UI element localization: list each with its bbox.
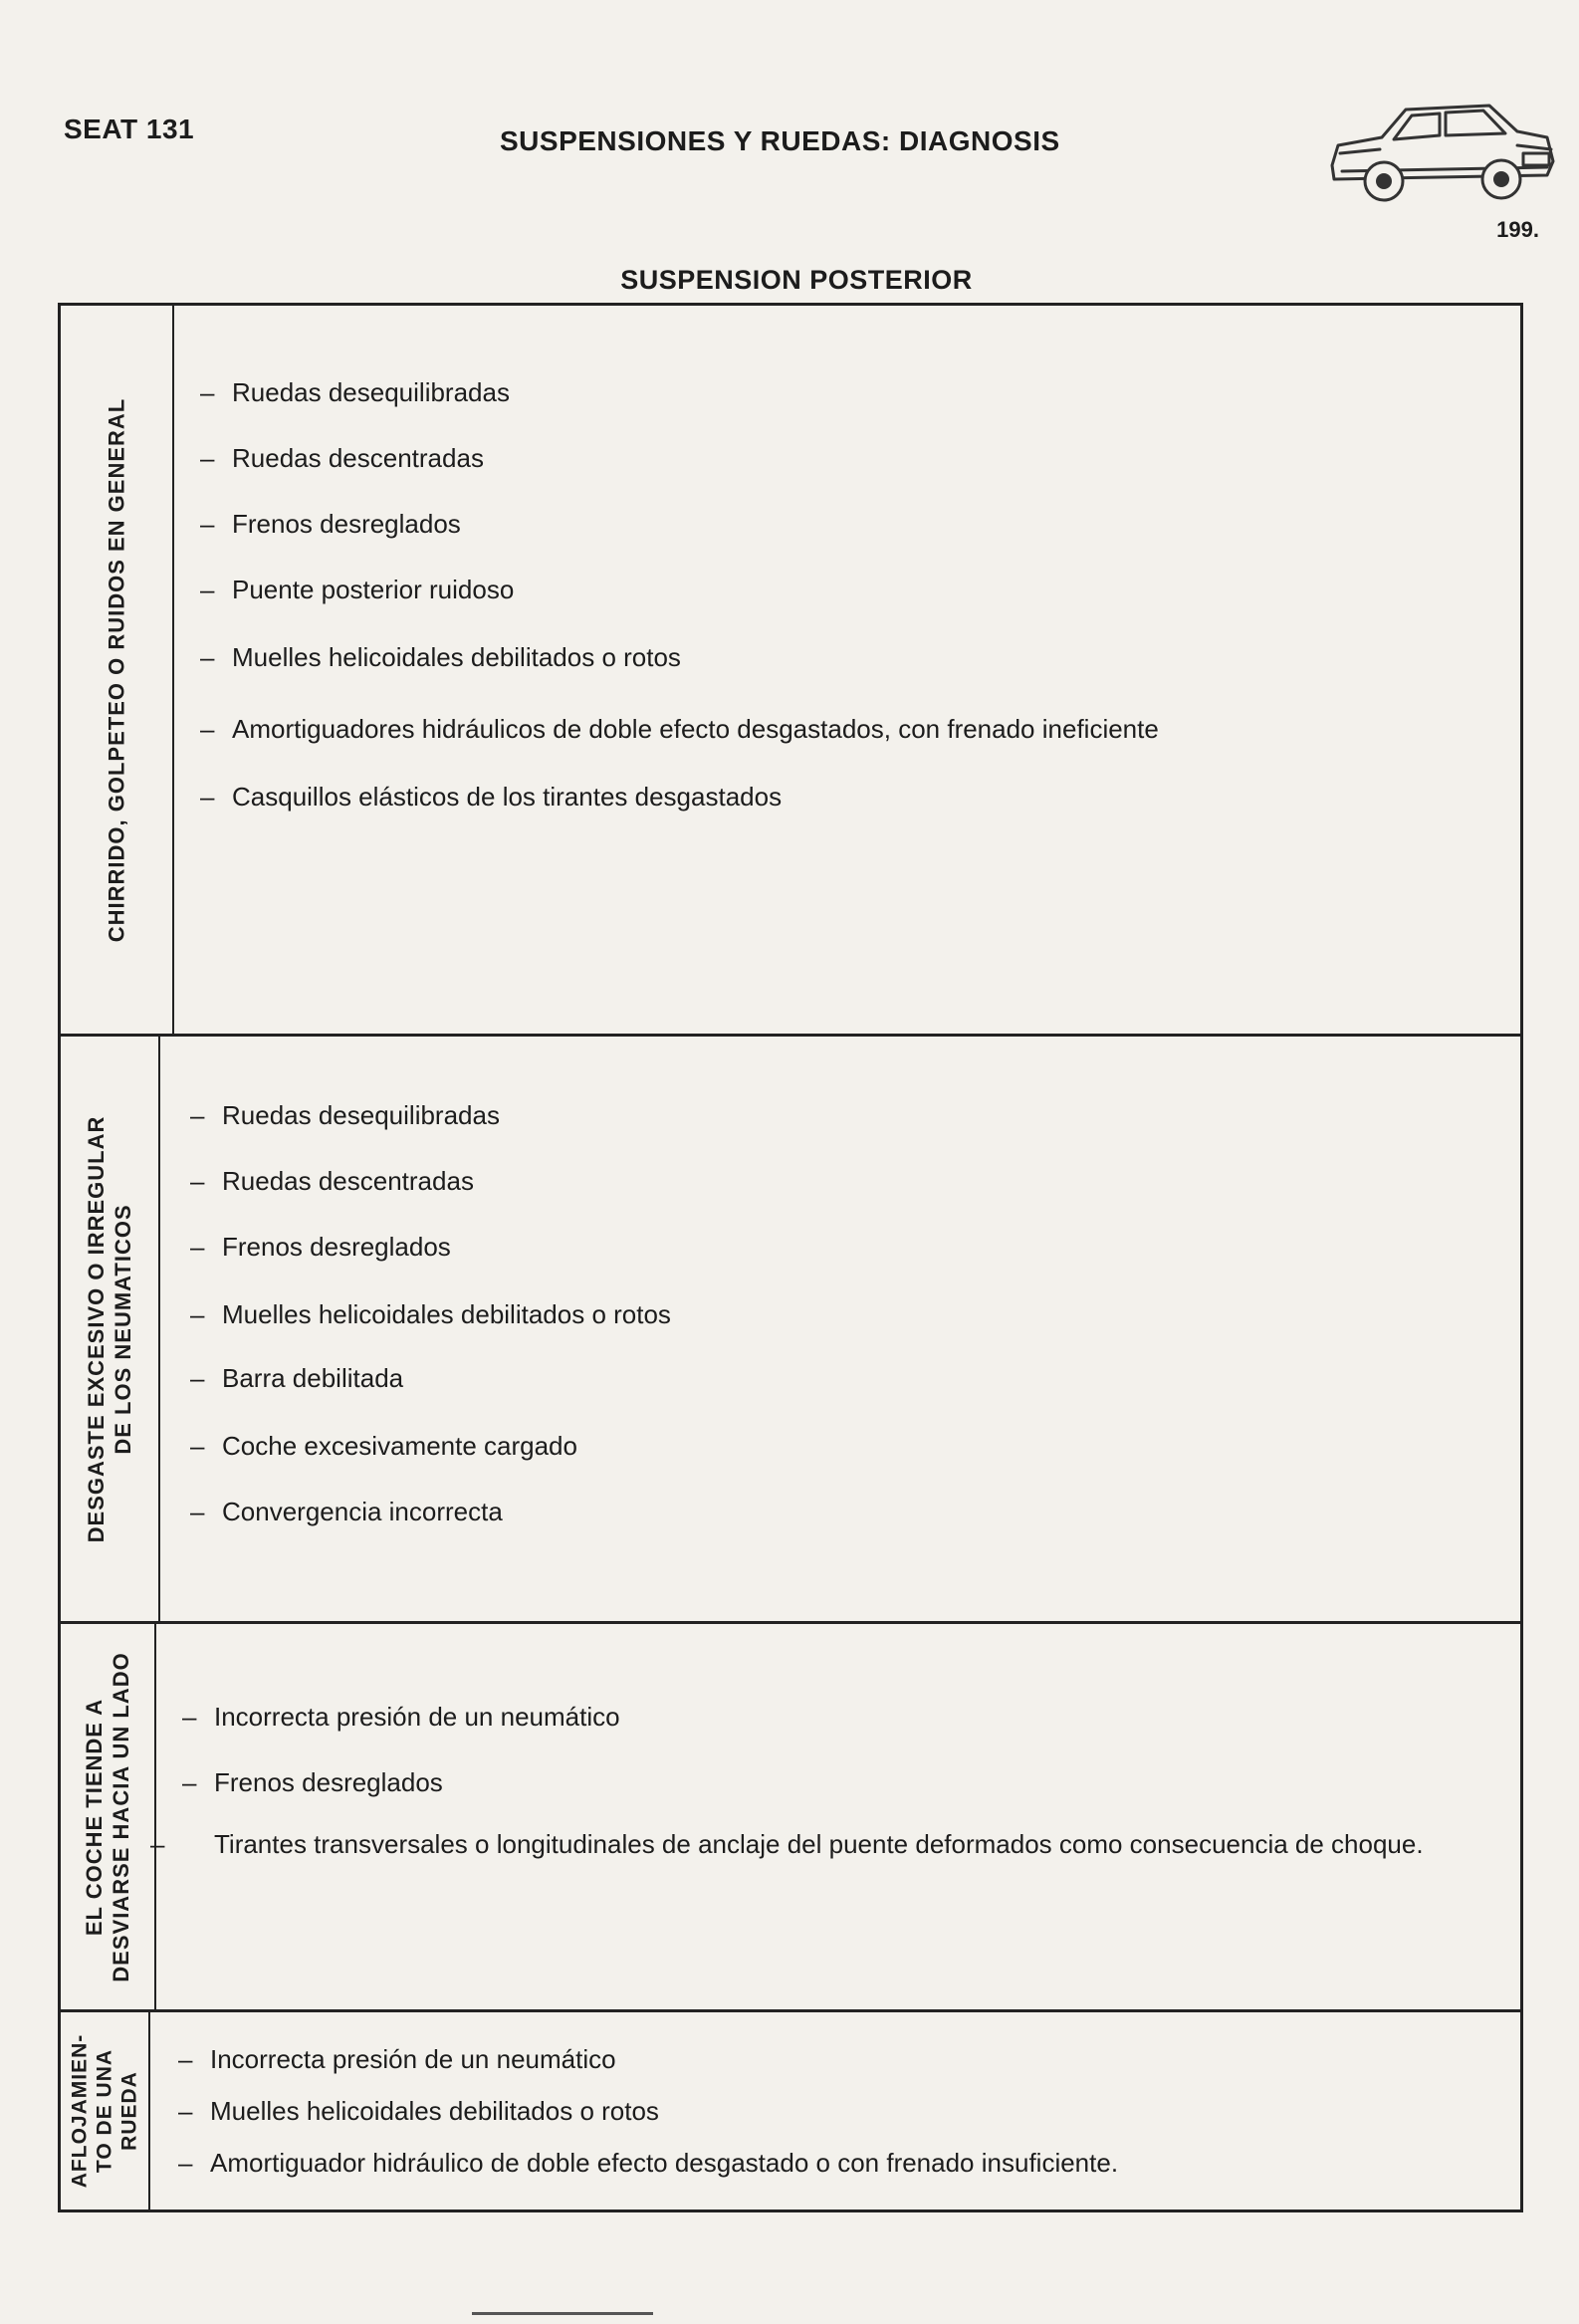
cause-item: – Coche excesivamente cargado xyxy=(190,1431,577,1461)
cause-item: – Muelles helicoidales debilitados o rotos xyxy=(200,642,681,672)
cause-list xyxy=(200,306,1520,1034)
cause-list xyxy=(178,2012,1520,2209)
model-title: SEAT 131 xyxy=(64,114,195,144)
diagnosis-section-pull-side xyxy=(61,1624,1520,2012)
cause-list xyxy=(190,1037,1520,1621)
cause-item: – Puente posterior ruidoso xyxy=(200,575,515,604)
cause-list xyxy=(150,1624,1520,2009)
bottom-divider xyxy=(472,2312,653,2315)
symptom-label: DESGASTE EXCESIVO O IRREGULAR DE LOS NEUMATICOS xyxy=(84,1115,135,1542)
symptom-label-cell xyxy=(61,306,174,1034)
cause-item: – Barra debilitada xyxy=(190,1363,404,1393)
cause-item: – Frenos desreglados xyxy=(182,1767,443,1797)
section-subtitle: SUSPENSION POSTERIOR xyxy=(620,265,973,295)
cause-item: – Ruedas descentradas xyxy=(200,443,484,473)
symptom-label: CHIRRIDO, GOLPETEO O RUIDOS EN GENERAL xyxy=(104,397,129,942)
diagnosis-section-noise xyxy=(61,306,1520,1037)
diagnosis-table xyxy=(58,303,1523,2212)
cause-item: – Amortiguadores hidráulicos de doble efecto desgastados, con frenado ineficiente xyxy=(200,714,1159,744)
cause-item: – Incorrecta presión de un neumático xyxy=(178,2044,616,2074)
cause-item: – Tirantes transversales o longitudinales de anclaje del puente deformados como consecuencia de choque. xyxy=(150,1829,1424,1859)
cause-item: – Ruedas desequilibradas xyxy=(190,1100,500,1130)
diagnosis-section-tire-wear xyxy=(61,1037,1520,1624)
page-title: SUSPENSIONES Y RUEDAS: DIAGNOSIS xyxy=(500,125,1060,156)
symptom-label: EL COCHE TIENDE A DESVIARSE HACIA UN LADO xyxy=(82,1651,133,1982)
car-illustration-icon xyxy=(1322,88,1561,217)
cause-item: – Ruedas desequilibradas xyxy=(200,377,510,407)
cause-item: – Ruedas descentradas xyxy=(190,1166,474,1196)
cause-item: – Muelles helicoidales debilitados o rotos xyxy=(178,2096,659,2126)
cause-item: – Casquillos elásticos de los tirantes desgastados xyxy=(200,782,783,812)
symptom-label: AFLOJAMIEN- TO DE UNA RUEDA xyxy=(68,2033,141,2189)
symptom-label-cell xyxy=(61,2012,150,2209)
cause-item: – Muelles helicoidales debilitados o rotos xyxy=(190,1299,671,1329)
cause-item: – Amortiguador hidráulico de doble efecto desgastado o con frenado insuficiente. xyxy=(178,2148,1119,2178)
symptom-label-cell xyxy=(61,1037,160,1621)
cause-item: – Convergencia incorrecta xyxy=(190,1497,503,1526)
symptom-label-cell xyxy=(61,1624,156,2009)
page-number: 199. xyxy=(1496,217,1539,242)
cause-item: – Frenos desreglados xyxy=(200,509,461,539)
cause-item: – Frenos desreglados xyxy=(190,1232,451,1262)
diagnosis-section-loose-wheel xyxy=(61,2012,1520,2209)
cause-item: – Incorrecta presión de un neumático xyxy=(182,1702,620,1732)
